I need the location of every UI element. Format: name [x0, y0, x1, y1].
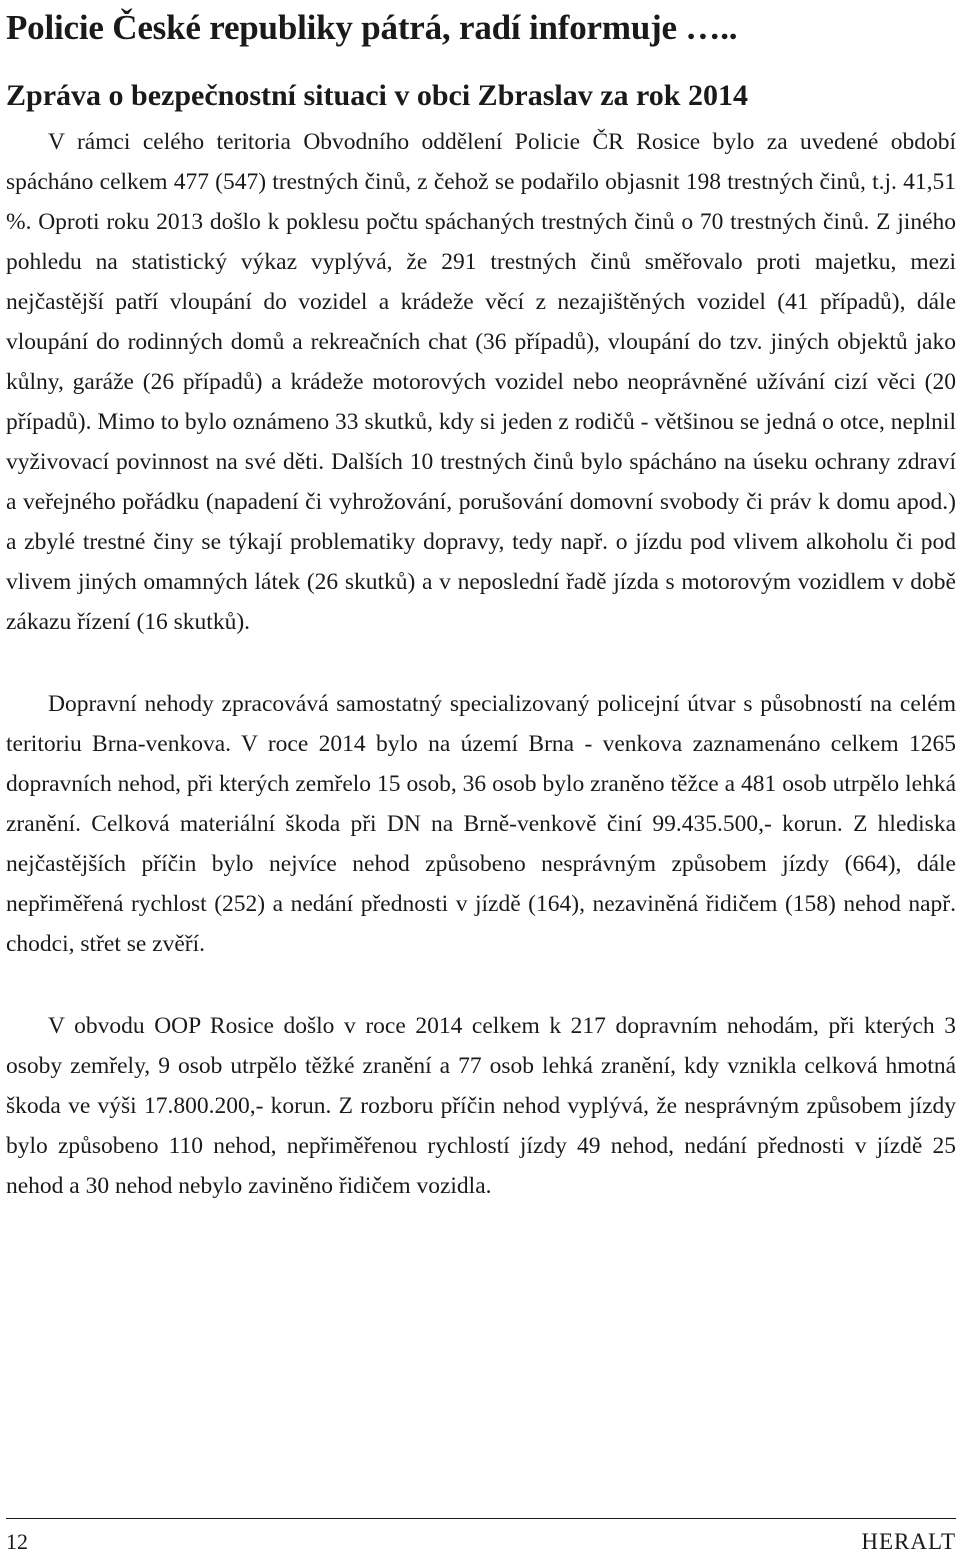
publication-name: HERALT	[861, 1529, 956, 1554]
page-title: Policie České republiky pátrá, radí informuje …..	[6, 8, 738, 47]
paragraph-traffic-accidents-region: Dopravní nehody zpracovává samostatný specializovaný policejní útvar s působností na celém teritoriu Brna-venkova. V roce 2014 bylo na území Brna - venkova zaznamenáno celkem 1265 dopravních nehod, při kterých zemřelo 15 osob, 36 osob bylo zraněno těžce a 481 osob utrpělo lehká zranění. Celková materiální škoda při DN na Brně-venkově činí 99.435.500,- korun. Z hlediska nejčastějších příčin bylo nejvíce nehod způsobeno nesprávným způsobem jízdy (664), dále nepřiměřená rychlost (252) a nedání přednosti v jízdě (164), nezaviněná řidičem (158) nehod např. chodci, střet se zvěří.	[6, 691, 956, 957]
document-page	[6, 0, 956, 1206]
page-footer	[6, 1518, 956, 1559]
page-number: 12	[6, 1529, 28, 1554]
article-heading: Zpráva o bezpečnostní situaci v obci Zbraslav za rok 2014	[6, 79, 748, 112]
paragraph-traffic-accidents-rosice: V obvodu OOP Rosice došlo v roce 2014 celkem k 217 dopravním nehodám, při kterých 3 osoby zemřely, 9 osob utrpělo těžké zranění a 77 osob lehká zranění, kdy vznikla celková hmotná škoda ve výši 17.800.200,- korun. Z rozboru příčin nehod vyplývá, že nesprávným způsobem jízdy bylo způsobeno 110 nehod, nepřiměřenou rychlostí jízdy 49 nehod, nedání přednosti v jízdě 25 nehod a 30 nehod nebylo zaviněno řidičem vozidla.	[6, 1013, 956, 1199]
paragraph-crime-statistics: V rámci celého teritoria Obvodního oddělení Policie ČR Rosice bylo za uvedené období spácháno celkem 477 (547) trestných činů, z čehož se podařilo objasnit 198 trestných činů, t.j. 41,51 %. Oproti roku 2013 došlo k poklesu počtu spáchaných trestných činů o 70 trestných činů. Z jiného pohledu na statistický výkaz vyplývá, že 291 trestných činů směřovalo proti majetku, mezi nejčastější patří vloupání do vozidel a krádeže věcí z nezajištěných vozidel (41 případů), dále vloupání do rodinných domů a rekreačních chat (36 případů), vloupání do tzv. jiných objektů jako kůlny, garáže (26 případů) a krádeže motorových vozidel nebo neoprávněné užívání cizí věci (20 případů). Mimo to bylo oznámeno 33 skutků, kdy si jeden z rodičů - většinou se jedná o otce, neplnil vyživovací povinnost na své děti. Dalších 10 trestných činů bylo spácháno na úseku ochrany zdraví a veřejného pořádku (napadení či vyhrožování, porušování domovní svobody či práv k domu apod.) a zbylé trestné činy se týkají problematiky dopravy, tedy např. o jízdu pod vlivem alkoholu či pod vlivem jiných omamných látek (26 skutků) a v neposlední řadě jízda s motorovým vozidlem v době zákazu řízení (16 skutků).	[6, 129, 956, 635]
